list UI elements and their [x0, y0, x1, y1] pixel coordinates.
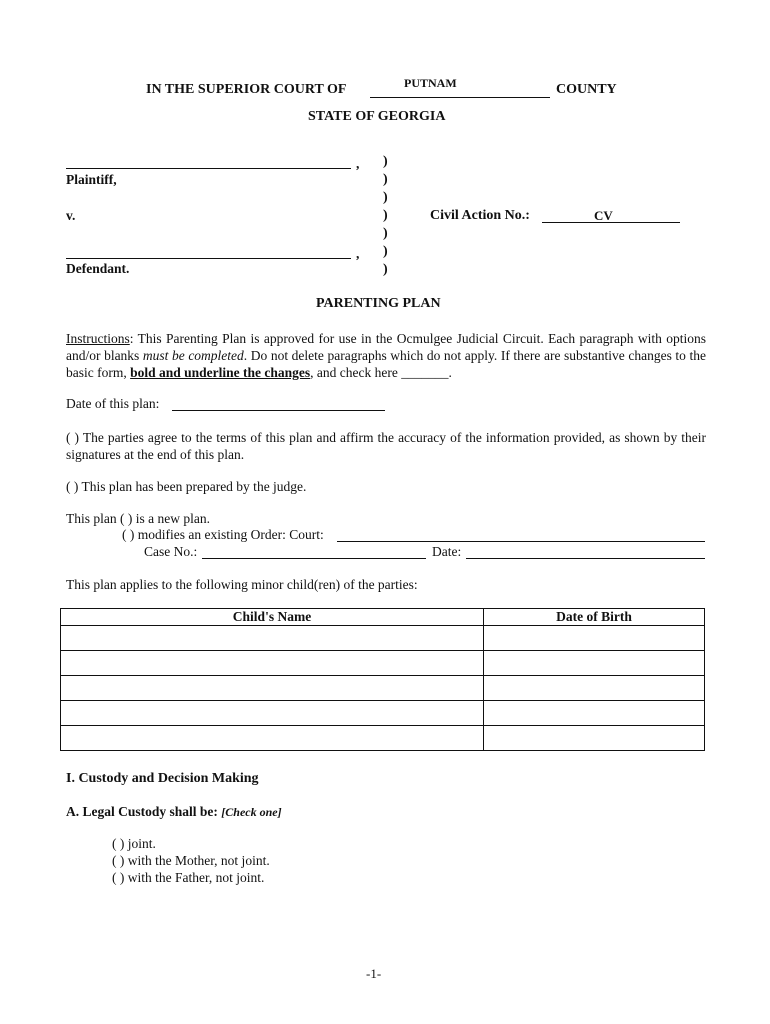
caption-paren: ) [383, 208, 388, 223]
legal-custody-label: A. Legal Custody shall be: [66, 804, 218, 819]
county-line [370, 97, 550, 98]
dob-cell[interactable] [484, 676, 705, 701]
versus-label: v. [66, 208, 76, 223]
legal-custody-note: [Check one] [221, 805, 282, 819]
child-name-cell[interactable] [61, 676, 484, 701]
custody-option-joint[interactable]: ( ) joint. [112, 836, 156, 851]
instructions-label: Instructions [66, 331, 130, 346]
table-header-row [61, 609, 705, 626]
table-row [61, 651, 705, 676]
caption-paren: ) [383, 190, 388, 205]
date-of-plan-label: Date of this plan: [66, 396, 160, 411]
judge-option[interactable]: ( ) This plan has been prepared by the judge. [66, 479, 307, 494]
court-line[interactable] [337, 541, 705, 542]
custody-option-mother[interactable]: ( ) with the Mother, not joint. [112, 853, 270, 868]
dob-cell[interactable] [484, 651, 705, 676]
child-name-header: Child's Name [61, 609, 484, 626]
page-number: -1- [366, 966, 382, 981]
dob-header: Date of Birth [484, 609, 705, 626]
table-row [61, 676, 705, 701]
instructions-emphasis: must be completed [142, 348, 244, 363]
plaintiff-comma: , [356, 156, 360, 171]
civil-action-label: Civil Action No.: [430, 208, 530, 223]
date-label: Date: [432, 544, 462, 559]
dob-cell[interactable] [484, 626, 705, 651]
court-prefix: IN THE SUPERIOR COURT OF [146, 82, 347, 97]
instructions-paragraph [66, 330, 706, 381]
child-name-cell[interactable] [61, 626, 484, 651]
page-title: PARENTING PLAN [316, 296, 441, 311]
dob-cell[interactable] [484, 701, 705, 726]
caption-paren: ) [383, 262, 388, 277]
instructions-text: . Do not delete paragraphs which do not apply. If there are substantive changes to the basic form, [66, 348, 706, 380]
new-plan-option[interactable]: This plan ( ) is a new plan. [66, 511, 210, 526]
dob-cell[interactable] [484, 726, 705, 751]
caption-paren: ) [383, 244, 388, 259]
legal-custody-heading [66, 804, 282, 820]
instructions-text: , and check here _______. [310, 365, 452, 380]
case-no-label: Case No.: [144, 544, 198, 559]
date-line[interactable] [466, 558, 705, 559]
section-heading: I. Custody and Decision Making [66, 771, 259, 786]
table-row [61, 626, 705, 651]
defendant-name-line[interactable] [66, 258, 351, 259]
county-suffix: COUNTY [556, 82, 617, 97]
defendant-label: Defendant. [66, 261, 130, 276]
table-row [61, 701, 705, 726]
state-title: STATE OF GEORGIA [308, 109, 446, 124]
instructions-text: : This Parenting Plan is approved for use in the Ocmulgee Judicial Circuit. Each paragraph with options and/or blanks [66, 331, 706, 363]
caption-paren: ) [383, 172, 388, 187]
child-name-cell[interactable] [61, 726, 484, 751]
caption-paren: ) [383, 154, 388, 169]
case-no-line[interactable] [202, 558, 426, 559]
children-table [60, 608, 705, 751]
modifies-order-option[interactable]: ( ) modifies an existing Order: Court: [122, 527, 324, 542]
civil-action-value: CV [594, 208, 613, 223]
instructions-bold-underline: bold and underline the changes [130, 365, 311, 380]
children-intro: This plan applies to the following minor child(ren) of the parties: [66, 577, 418, 592]
plaintiff-label: Plaintiff, [66, 172, 117, 187]
agree-option[interactable]: ( ) The parties agree to the terms of this plan and affirm the accuracy of the information provided, as shown by their signatures at the end of this plan. [66, 430, 706, 462]
table-row [61, 726, 705, 751]
custody-option-father[interactable]: ( ) with the Father, not joint. [112, 870, 265, 885]
caption-paren: ) [383, 226, 388, 241]
county-name: PUTNAM [404, 76, 457, 90]
defendant-comma: , [356, 246, 360, 261]
child-name-cell[interactable] [61, 701, 484, 726]
plaintiff-name-line[interactable] [66, 168, 351, 169]
child-name-cell[interactable] [61, 651, 484, 676]
date-of-plan-line[interactable] [172, 410, 385, 411]
